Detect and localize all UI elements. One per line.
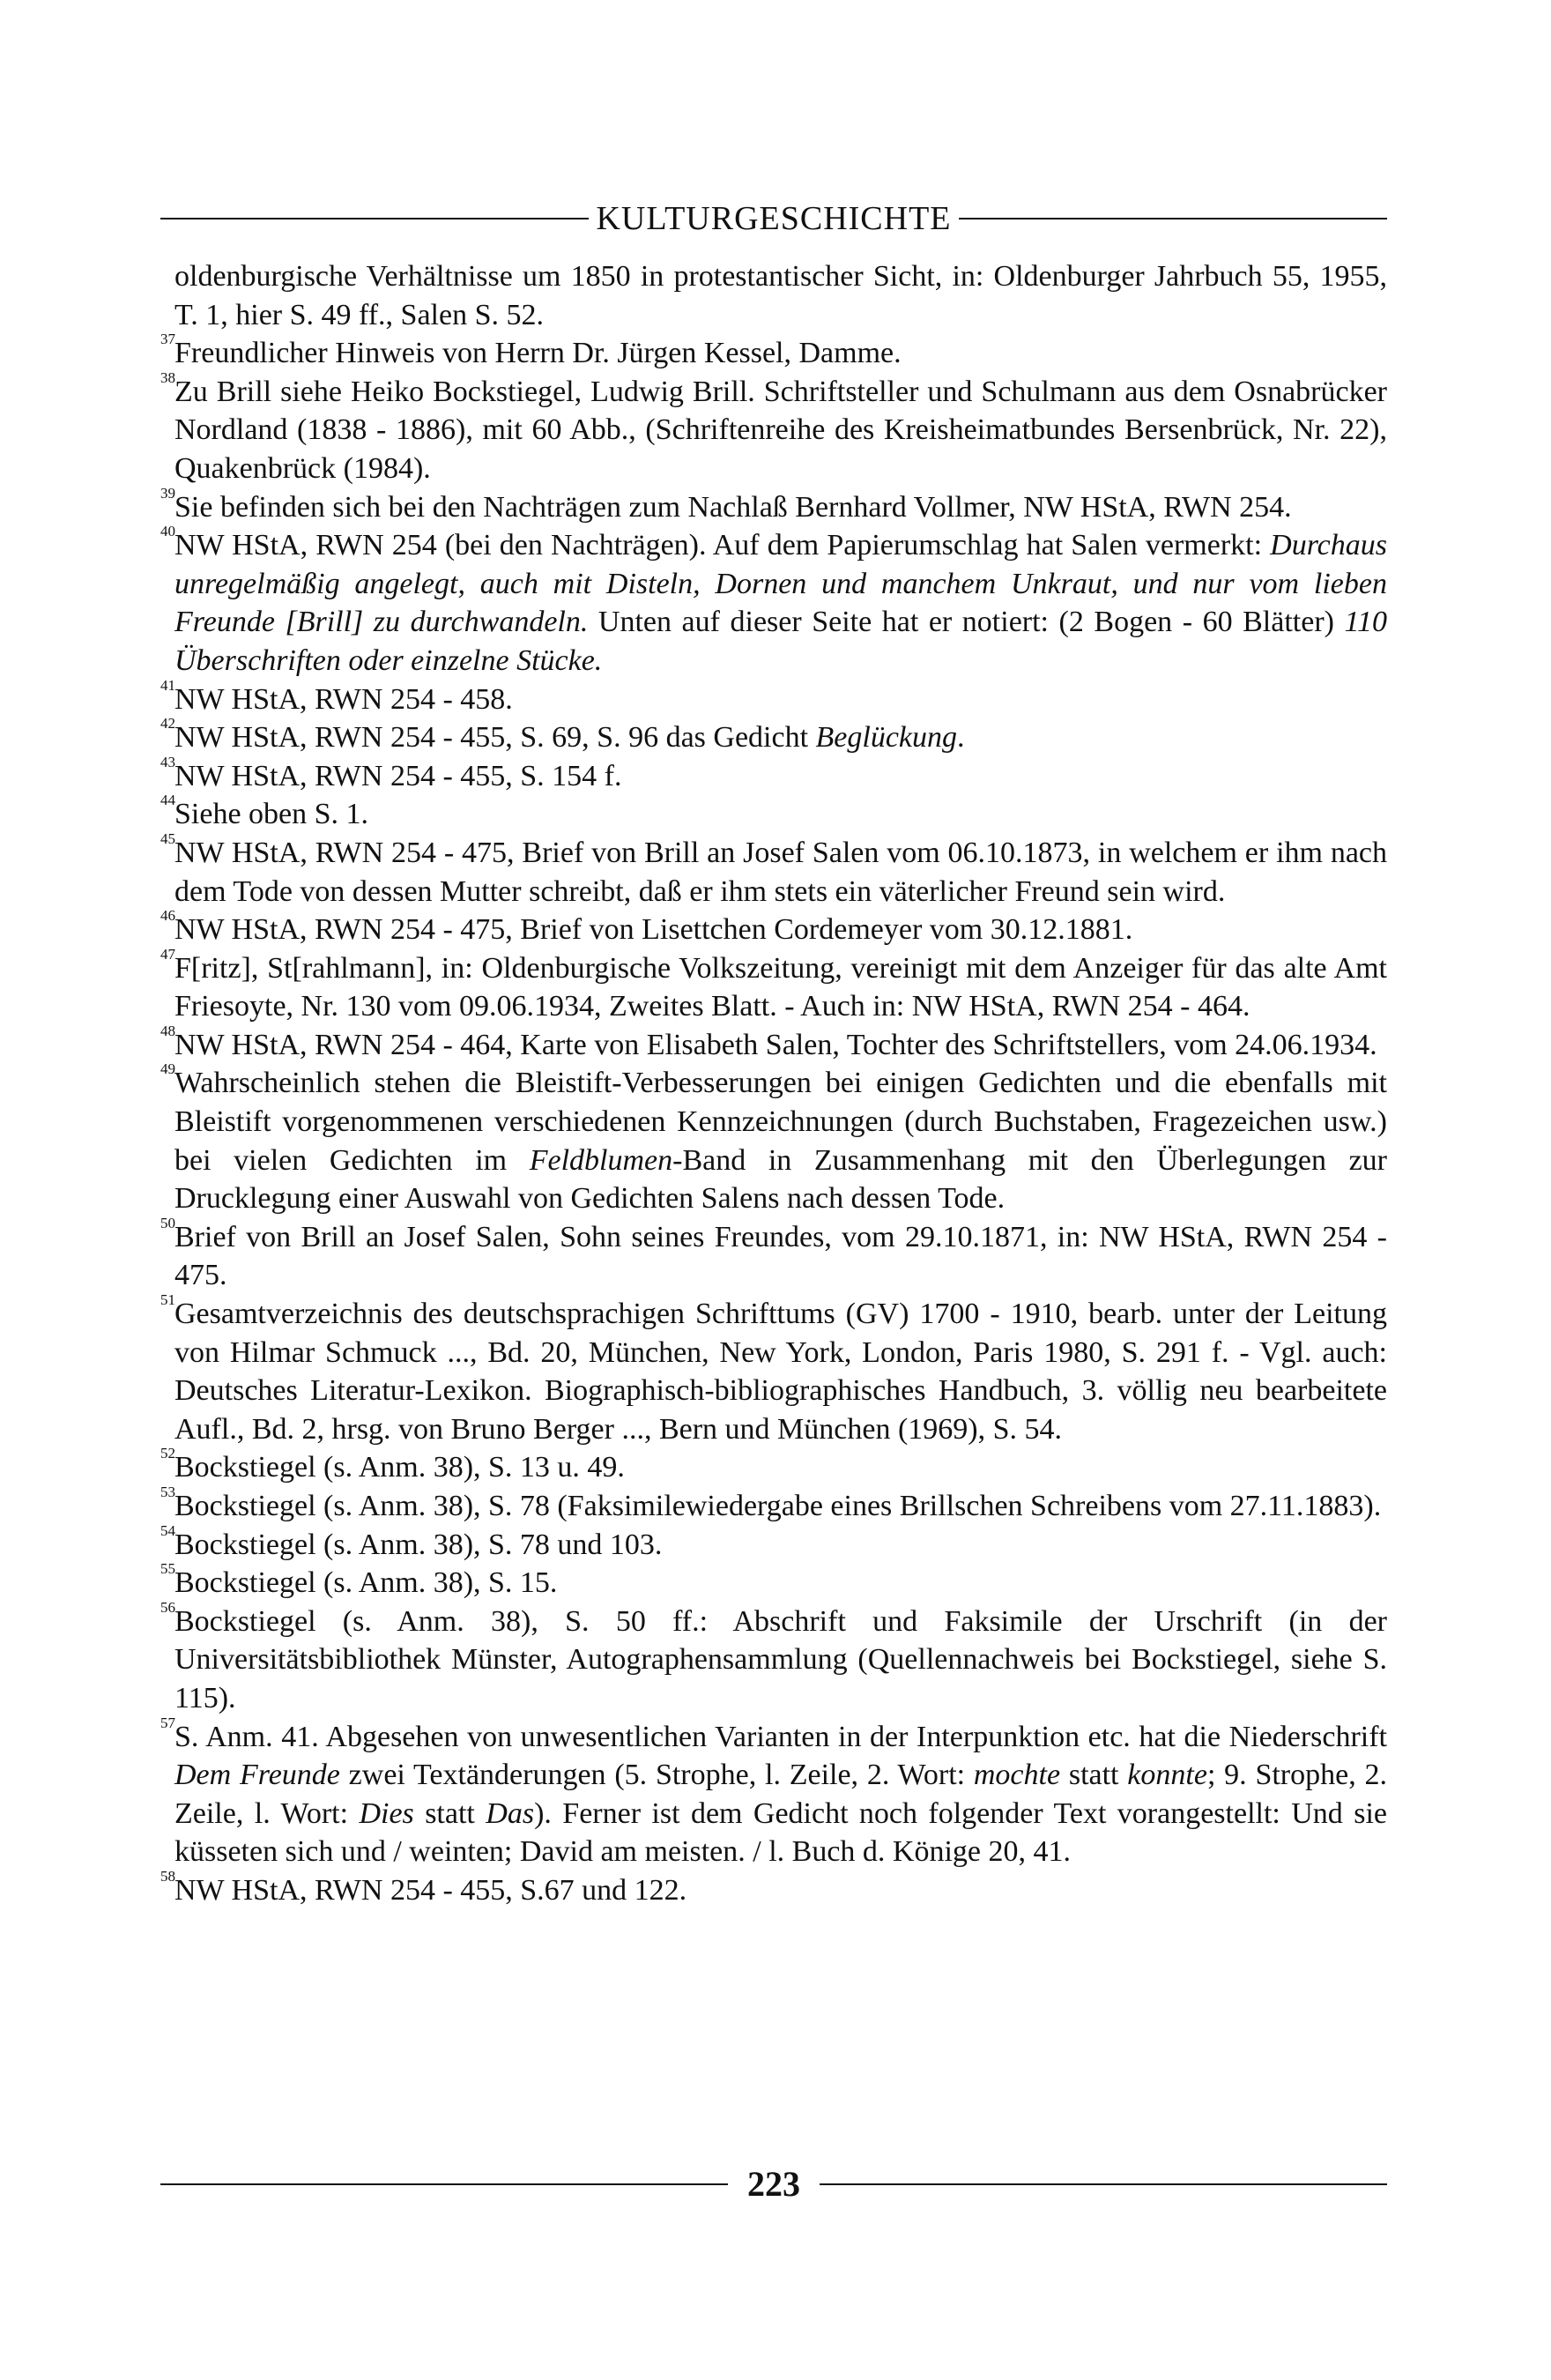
footnote-italic-text: Dem Freunde bbox=[174, 1759, 340, 1792]
footnote-number: 45 bbox=[160, 829, 175, 847]
footnote-text: Freundlicher Hinweis von Herrn Dr. Jürgen Kessel, Damme. bbox=[174, 337, 902, 370]
footnote-text: Siehe oben S. 1. bbox=[174, 798, 369, 831]
footnote-text: Bockstiegel (s. Anm. 38), S. 78 (Faksimilewiedergabe eines Brillschen Schreibens vom 27.11.1883). bbox=[174, 1490, 1382, 1522]
footnote-text: Bockstiegel (s. Anm. 38), S. 78 und 103. bbox=[174, 1528, 663, 1561]
footnote bbox=[160, 792, 1387, 834]
footnote-italic-text: mochte bbox=[973, 1759, 1061, 1792]
footnote-text: -Band in Zusammenhang mit den Überlegungen zur Drucklegung einer Auswahl von Gedichten Salens nach dessen Tode. bbox=[174, 1143, 1387, 1216]
page-number: 223 bbox=[747, 2164, 800, 2204]
footnote-text: NW HStA, RWN 254 - 455, S.67 und 122. bbox=[174, 1873, 687, 1907]
footnote bbox=[160, 1445, 1387, 1487]
footnote-italic-text: 110 Überschriften oder einzelne Stücke. bbox=[174, 606, 1388, 677]
footnote-text: Zu Brill siehe Heiko Bockstiegel, Ludwig Brill. Schriftsteller und Schulmann aus dem Osnabrücker Nordland (1838 - 1886), mit 60 Abb., (Schriftenreihe des Kreisheimatbundes Bersenbrück, Nr. 22), Quakenbrück (1984). bbox=[174, 375, 1387, 485]
footnote-number: 41 bbox=[160, 676, 175, 694]
footnote-number: 49 bbox=[160, 1060, 175, 1078]
header-rule-right bbox=[959, 218, 1387, 219]
footnote bbox=[160, 753, 1387, 796]
footnote bbox=[160, 368, 1387, 488]
footer-rule-left bbox=[160, 2183, 728, 2185]
footnote bbox=[160, 1291, 1387, 1448]
footnote-number: 46 bbox=[160, 907, 175, 925]
footer-rule-right bbox=[820, 2183, 1387, 2185]
footnotes-list bbox=[160, 257, 1387, 1910]
footnote bbox=[160, 715, 1387, 757]
footnote-number: 48 bbox=[160, 1022, 175, 1039]
footnote-italic-text: Beglückung bbox=[815, 721, 958, 755]
header-rule-left bbox=[160, 218, 589, 219]
footnote-number: 57 bbox=[160, 1714, 175, 1731]
footnote-number: 54 bbox=[160, 1521, 175, 1539]
footnote-number: 38 bbox=[160, 368, 175, 386]
footnote-text: ; 9. Strophe, 2. Zeile, l. Wort: bbox=[174, 1759, 1387, 1830]
footnote-text: Wahrscheinlich stehen die Bleistift-Verbesserungen bei einigen Gedichten und die ebenfalls mit Bleistift vorgenommenen verschiedenen Kennzeichnungen (durch Buchstaben, Fragezeichen usw.) bei vielen Gedichten im bbox=[174, 1067, 1387, 1177]
footnote-text: NW HStA, RWN 254 - 475, Brief von Brill an Josef Salen vom 06.10.1873, in welchem er ihm nach dem Tode von dessen Mutter schreibt, daß er ihm stets ein väterlicher Freund sein wird. bbox=[174, 836, 1387, 908]
footnote-italic-text: Durchaus unregelmäßig angelegt, auch mit Disteln, Dornen und manchem Unkraut, und nur vom lieben Freunde [Brill] zu durchwandeln. bbox=[174, 529, 1387, 639]
footnote bbox=[160, 829, 1387, 911]
footnote-text: NW HStA, RWN 254 - 464, Karte von Elisabeth Salen, Tochter des Schriftstellers, vom 24.06.1934. bbox=[174, 1028, 1377, 1061]
footnote bbox=[160, 1714, 1387, 1871]
footnote-number: 40 bbox=[160, 523, 175, 540]
footnote bbox=[160, 484, 1387, 527]
footnote-italic-text: Feldblumen bbox=[529, 1143, 673, 1177]
footnote bbox=[160, 676, 1387, 719]
footnote bbox=[160, 1022, 1387, 1065]
header-title: KULTURGESCHICHTE bbox=[596, 200, 952, 237]
footnote-number: 52 bbox=[160, 1445, 175, 1462]
footnote-italic-text: Das bbox=[486, 1796, 535, 1830]
footnote bbox=[160, 1598, 1387, 1718]
footnote-number: 58 bbox=[160, 1867, 175, 1885]
footnote-text: Bockstiegel (s. Anm. 38), S. 15. bbox=[174, 1566, 558, 1600]
footnote-number: 55 bbox=[160, 1560, 175, 1578]
footnote-text: ). Ferner ist dem Gedicht noch folgender Text vorangestellt: Und sie küsseten sich und / weinten; David am meisten. / l. Buch d. Könige 20, 41. bbox=[174, 1796, 1387, 1869]
footnote bbox=[160, 1484, 1387, 1526]
footnote-number: 37 bbox=[160, 331, 175, 348]
footnote-text: statt bbox=[413, 1796, 486, 1830]
footnote-text: Bockstiegel (s. Anm. 38), S. 13 u. 49. bbox=[174, 1451, 625, 1484]
footnote-number: 53 bbox=[160, 1484, 175, 1500]
footnote-text: Gesamtverzeichnis des deutschsprachigen Schrifttums (GV) 1700 - 1910, bearb. unter der Leitung von Hilmar Schmuck ..., Bd. 20, München, New York, London, Paris 1980, S. 291 f. - Vgl. auch: Deutsches Literatur-Lexikon. Biographisch-bibliographisches Handbuch, 3. völlig neu bearbeitete Aufl., Bd. 2, hrsg. von Bruno Berger ..., Bern und München (1969), S. 54. bbox=[174, 1298, 1387, 1446]
footnote-number: 44 bbox=[160, 792, 175, 809]
footnote bbox=[160, 257, 1387, 334]
footnote-number: 51 bbox=[160, 1291, 175, 1309]
footnote-text: zwei Textänderungen (5. Strophe, l. Zeile, 2. Wort: bbox=[339, 1759, 974, 1792]
footnote-text: Unten auf dieser Seite hat er notiert: (2 Bogen - 60 Blätter) bbox=[588, 606, 1345, 639]
footnote-text: NW HStA, RWN 254 (bei den Nachträgen). Auf dem Papierumschlag hat Salen vermerkt: bbox=[174, 529, 1271, 562]
footnote-italic-text: konnte bbox=[1127, 1759, 1207, 1792]
footnote-text: F[ritz], St[rahlmann], in: Oldenburgische Volkszeitung, vereinigt mit dem Anzeiger für das alte Amt Friesoyte, Nr. 130 vom 09.06.1934, Zweites Blatt. - Auch in: NW HStA, RWN 254 - 464. bbox=[174, 951, 1387, 1023]
footnote-text: Bockstiegel (s. Anm. 38), S. 50 ff.: Abschrift und Faksimile der Urschrift (in der Universitätsbibliothek Münster, Autographensammlung (Quellennachweis bei Bockstiegel, siehe S. 115). bbox=[174, 1604, 1387, 1714]
footnote bbox=[160, 523, 1388, 680]
footnote bbox=[160, 945, 1387, 1026]
footnote bbox=[160, 1214, 1387, 1295]
footnote-text: NW HStA, RWN 254 - 455, S. 69, S. 96 das Gedicht bbox=[174, 721, 816, 755]
footnote bbox=[160, 1560, 1387, 1603]
footnote-italic-text: Dies bbox=[359, 1796, 414, 1830]
footnote-number: 43 bbox=[160, 753, 175, 770]
footnote-text: S. Anm. 41. Abgesehen von unwesentlichen Varianten in der Interpunktion etc. hat die Niederschrift bbox=[174, 1720, 1387, 1753]
footnote bbox=[160, 1867, 1387, 1910]
footnote-number: 56 bbox=[160, 1598, 175, 1616]
footnote-number: 50 bbox=[160, 1214, 175, 1231]
footnote-text: Sie befinden sich bei den Nachträgen zum Nachlaß Bernhard Vollmer, NW HStA, RWN 254. bbox=[174, 490, 1292, 524]
footnote bbox=[160, 1521, 1387, 1565]
footnote-text: . bbox=[957, 721, 965, 755]
footnote-number: 39 bbox=[160, 484, 175, 502]
footnote-text: NW HStA, RWN 254 - 455, S. 154 f. bbox=[174, 759, 622, 792]
footnote bbox=[160, 907, 1387, 949]
footnote-number: 42 bbox=[160, 715, 175, 733]
footnote-text: NW HStA, RWN 254 - 458. bbox=[174, 682, 513, 716]
footnote-text: NW HStA, RWN 254 - 475, Brief von Lisettchen Cordemeyer vom 30.12.1881. bbox=[174, 913, 1133, 947]
footnote bbox=[160, 1060, 1387, 1217]
footnote-text: statt bbox=[1060, 1759, 1128, 1792]
footnote bbox=[160, 331, 1387, 373]
page-footer bbox=[160, 2158, 1387, 2211]
footnote-number: 47 bbox=[160, 945, 175, 963]
footnote-text: oldenburgische Verhältnisse um 1850 in protestantischer Sicht, in: Oldenburger Jahrbuch 55, 1955, T. 1, hier S. 49 ff., Salen S. 52. bbox=[174, 260, 1387, 331]
running-header bbox=[160, 197, 1387, 240]
footnote-text: Brief von Brill an Josef Salen, Sohn seines Freundes, vom 29.10.1871, in: NW HStA, RWN 254 - 475. bbox=[174, 1220, 1387, 1292]
